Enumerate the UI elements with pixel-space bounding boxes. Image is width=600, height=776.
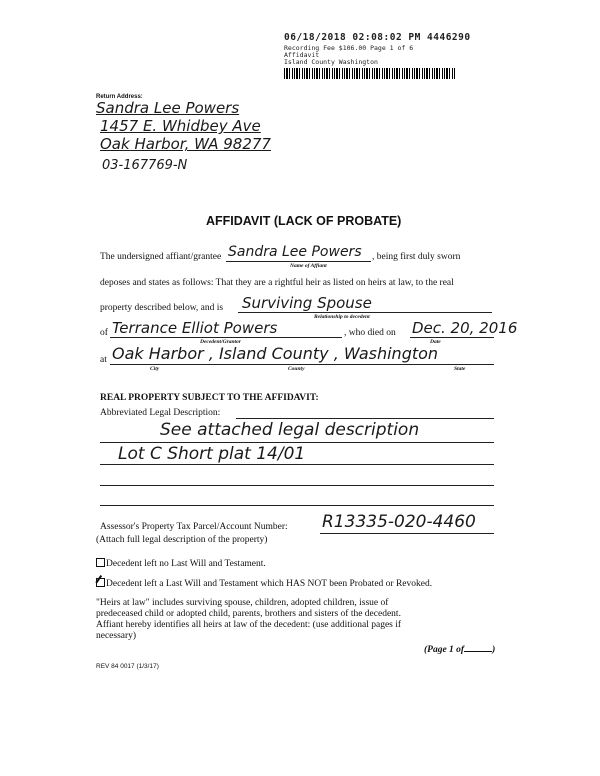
decedent-caption: Decedent/Grantor xyxy=(200,339,241,345)
parcel-number: R13335-020-4460 xyxy=(322,512,476,532)
at-text: at xyxy=(100,355,107,365)
depose-text: deposes and states as follows: That they are a rightful heir as listed on heirs at law, to the real xyxy=(100,278,454,288)
return-name: Sandra Lee Powers xyxy=(96,99,240,117)
of-text: of xyxy=(100,328,108,338)
relationship-caption: Relationship to decedent xyxy=(314,314,370,320)
will-not-probated-label: Decedent left a Last Will and Testament which HAS NOT been Probated or Revoked. xyxy=(106,579,433,589)
affiant-caption: Name of Affiant xyxy=(290,263,327,269)
no-will-checkbox[interactable] xyxy=(96,558,105,567)
relationship-line xyxy=(238,312,492,313)
form-number: REV 84 0017 (1/3/17) xyxy=(96,663,159,670)
checkbox-no-will xyxy=(96,558,266,569)
recording-county: Island County Washington xyxy=(284,58,378,66)
parcel-line xyxy=(320,533,494,534)
heirs-line-3: Affiant hereby identifies all heirs at law of the decedent: (use additional pages if xyxy=(96,620,402,630)
date-caption: Date xyxy=(430,339,441,345)
return-street: 1457 E. Whidbey Ave xyxy=(100,117,261,135)
county-caption: County xyxy=(288,366,305,372)
checkbox-will-not-probated xyxy=(96,578,432,589)
decedent-line xyxy=(110,337,342,338)
will-not-probated-checkbox[interactable] xyxy=(96,578,105,587)
heirs-line-4: necessary) xyxy=(96,631,137,641)
page-of-text: (Page 1 of xyxy=(424,645,465,655)
desc-line-2 xyxy=(100,464,494,465)
desc-line-1 xyxy=(100,442,494,443)
desc-line-3 xyxy=(100,485,494,486)
state-caption: State xyxy=(454,366,466,372)
parcel-label: Assessor's Property Tax Parcel/Account Number: xyxy=(100,522,288,532)
return-address-label: Return Address: xyxy=(96,94,143,100)
abbrev-label: Abbreviated Legal Description: xyxy=(100,408,221,418)
intro-text-post: , being first duly sworn xyxy=(372,252,461,262)
return-reference: 03-167769-N xyxy=(102,158,188,173)
date-line xyxy=(410,337,494,338)
recording-stamp: 06/18/2018 02:08:02 PM 4446290 xyxy=(284,32,471,43)
parcel-note: (Attach full legal description of the property) xyxy=(96,535,268,545)
desc-line-4 xyxy=(100,505,494,506)
page-title: AFFIDAVIT (LACK OF PROBATE) xyxy=(206,214,402,228)
died-text: , who died on xyxy=(344,328,396,338)
location-value: Oak Harbor , Island County , Washington xyxy=(112,344,439,363)
city-caption: City xyxy=(150,366,160,372)
page-number xyxy=(424,645,495,655)
affiant-line xyxy=(226,261,371,262)
heirs-line-2: predeceased child or adopted child, parents, brothers and sisters of the decedent. xyxy=(96,609,401,619)
property-heading: REAL PROPERTY SUBJECT TO THE AFFIDAVIT: xyxy=(100,393,319,403)
no-will-label: Decedent left no Last Will and Testament. xyxy=(106,559,266,569)
death-date: Dec. 20, 2016 xyxy=(412,319,518,337)
legal-desc-1: See attached legal description xyxy=(160,420,420,440)
recording-fee: Recording Fee $106.00 Page 1 of 6 xyxy=(284,44,414,52)
relationship-value: Surviving Spouse xyxy=(242,294,372,312)
heirs-line-1: "Heirs at law" includes surviving spouse, children, adopted children, issue of xyxy=(96,598,389,608)
affiant-name: Sandra Lee Powers xyxy=(228,244,362,260)
recording-doc-type: Affidavit xyxy=(284,51,320,59)
barcode xyxy=(284,68,456,79)
decedent-name: Terrance Elliot Powers xyxy=(112,319,278,337)
intro-text: The undersigned affiant/grantee xyxy=(100,252,222,262)
page-of-close: ) xyxy=(492,645,496,655)
legal-desc-2: Lot C Short plat 14/01 xyxy=(118,444,306,464)
return-city: Oak Harbor, WA 98277 xyxy=(100,135,271,153)
property-text: property described below, and is xyxy=(100,303,224,313)
location-line xyxy=(110,364,494,365)
abbrev-line xyxy=(236,418,494,419)
